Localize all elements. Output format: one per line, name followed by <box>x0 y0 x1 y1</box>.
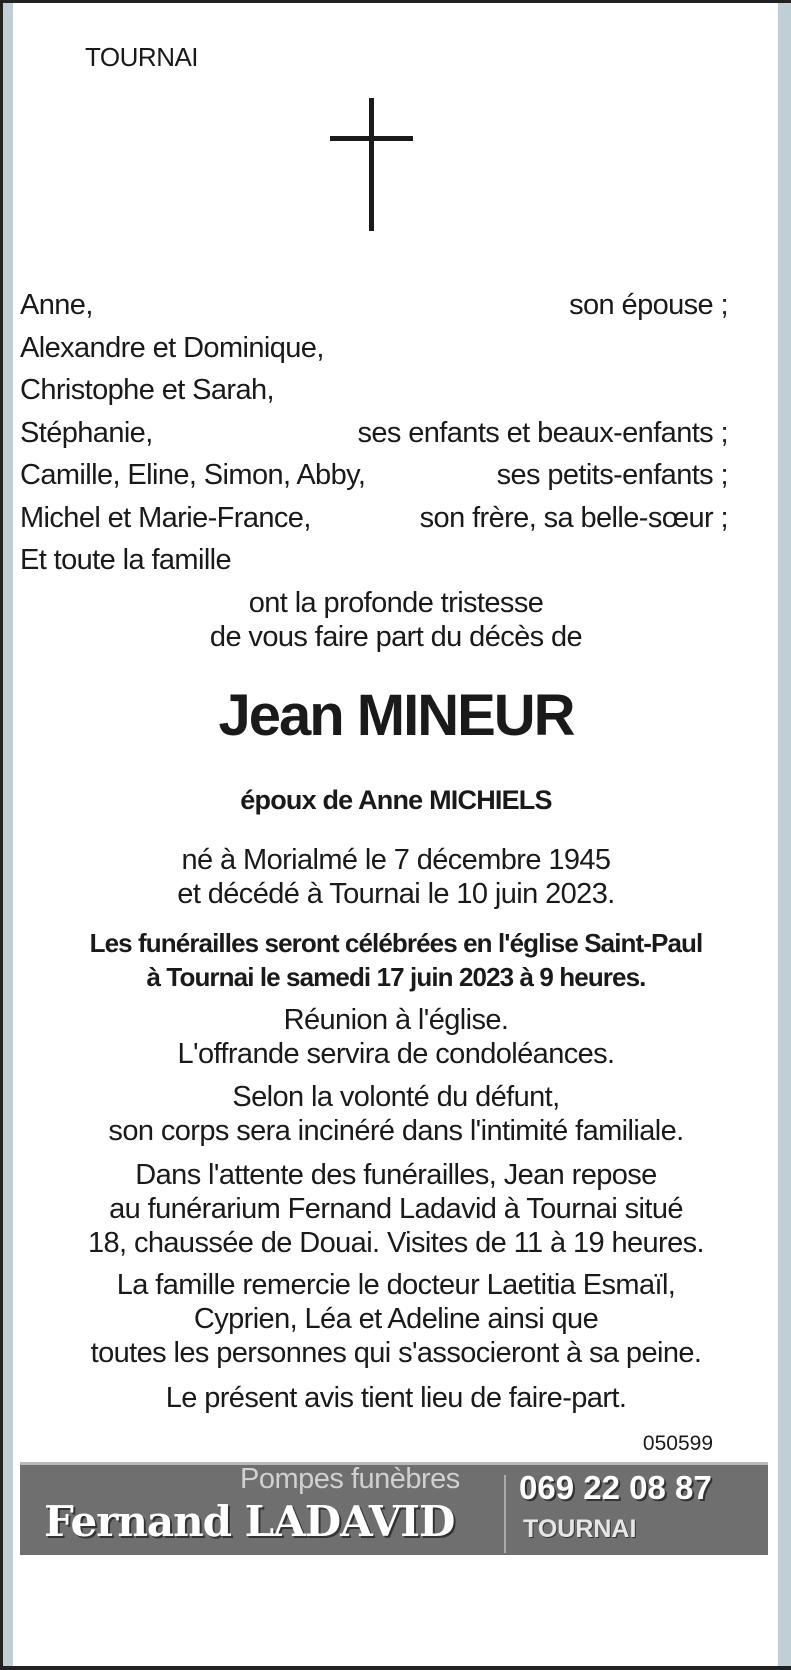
family-names: Christophe et Sarah, <box>20 374 274 406</box>
banner-divider <box>504 1475 506 1553</box>
side-band-right <box>778 3 791 1666</box>
paragraph-visits <box>14 1158 778 1260</box>
paragraph-cremation <box>14 1080 778 1148</box>
banner-city: TOURNAI <box>523 1515 637 1543</box>
family-relation: son épouse ; <box>569 289 728 321</box>
paragraph-line: Selon la volonté du défunt, <box>232 1081 560 1113</box>
family-row <box>20 327 728 370</box>
paragraph-line: La famille remercie le docteur Laetitia Esmaïl, <box>116 1269 676 1301</box>
spouse-block <box>14 783 778 817</box>
paragraph-line: toutes les personnes qui s'associeront à sa peine. <box>90 1337 702 1369</box>
announce-line: ont la profonde tristesse <box>248 587 544 619</box>
family-row <box>20 454 728 497</box>
family-row <box>20 369 728 412</box>
banner-phone: 069 22 08 87 <box>519 1469 712 1506</box>
reference-number: 050599 <box>642 1432 713 1455</box>
announcement <box>14 586 778 654</box>
family-row <box>20 284 728 327</box>
family-relation: son frère, sa belle-sœur ; <box>419 501 728 534</box>
paragraph-line: Le présent avis tient lieu de faire-part. <box>165 1382 627 1414</box>
paragraph-line: son corps sera inciné​ré dans l'intimité familiale. <box>108 1115 684 1147</box>
deceased-spouse: époux de Anne MICHIELS <box>240 785 552 815</box>
paragraph-reunion <box>14 1003 778 1071</box>
frame-border-top <box>0 0 791 3</box>
birth-line: né à Morialmé le 7 décembre 1945 <box>181 844 611 876</box>
funeral-line: à Tournai le samedi 17 juin 2023 à 9 heures. <box>146 962 646 992</box>
paragraph-line: Réunion à l'église. <box>283 1004 509 1036</box>
dates-block <box>14 843 778 911</box>
funeral-block <box>14 926 778 994</box>
deceased-name: Jean MINEUR <box>218 683 574 748</box>
family-relation: ses petits-enfants ; <box>496 459 728 491</box>
family-names: Michel et Marie-France, <box>20 501 311 534</box>
family-names: Et toute la famille <box>20 544 232 576</box>
family-row <box>20 412 728 455</box>
family-names: Stéphanie, <box>20 416 153 449</box>
death-line: et décédé à Tournai le 10 juin 2023. <box>177 878 615 910</box>
family-relation: ses enfants et beaux-enfants ; <box>357 416 728 449</box>
cross-icon <box>369 98 374 231</box>
paragraph-line: 18, chaussée de Douai. Visites de 11 à 19 heures. <box>87 1227 705 1259</box>
family-row <box>20 497 728 540</box>
paragraph-line: au funérarium Fernand Ladavid à Tournai situé <box>109 1193 683 1225</box>
banner-subtitle: Pompes funèbres <box>240 1463 460 1495</box>
announce-line: de vous faire part du décès de <box>209 621 583 653</box>
family-names: Anne, <box>20 289 93 321</box>
paragraph-notice <box>14 1381 778 1415</box>
family-row <box>20 539 728 582</box>
paragraph-line: L'offrande servira de condoléances. <box>177 1038 615 1070</box>
cross-icon-bar <box>330 136 413 141</box>
city-heading: TOURNAI <box>85 42 199 72</box>
family-names: Camille, Eline, Simon, Abby, <box>20 459 366 491</box>
funeral-line: Les funérailles seront célébrées en l'église Saint-Paul <box>89 928 703 958</box>
paragraph-line: Cyprien, Léa et Adeline ainsi que <box>193 1303 599 1335</box>
paragraph-line: Dans l'attente des funérailles, Jean repose <box>135 1159 657 1191</box>
family-names: Alexandre et Dominique, <box>20 331 324 364</box>
banner-company: Fernand LADAVID <box>44 1497 455 1546</box>
frame-border-bottom <box>0 1666 791 1670</box>
funeral-home-banner <box>20 1462 768 1555</box>
family-list <box>20 284 728 582</box>
side-band-left <box>3 3 13 1666</box>
deceased-name-block <box>14 684 778 748</box>
paragraph-thanks <box>14 1268 778 1370</box>
